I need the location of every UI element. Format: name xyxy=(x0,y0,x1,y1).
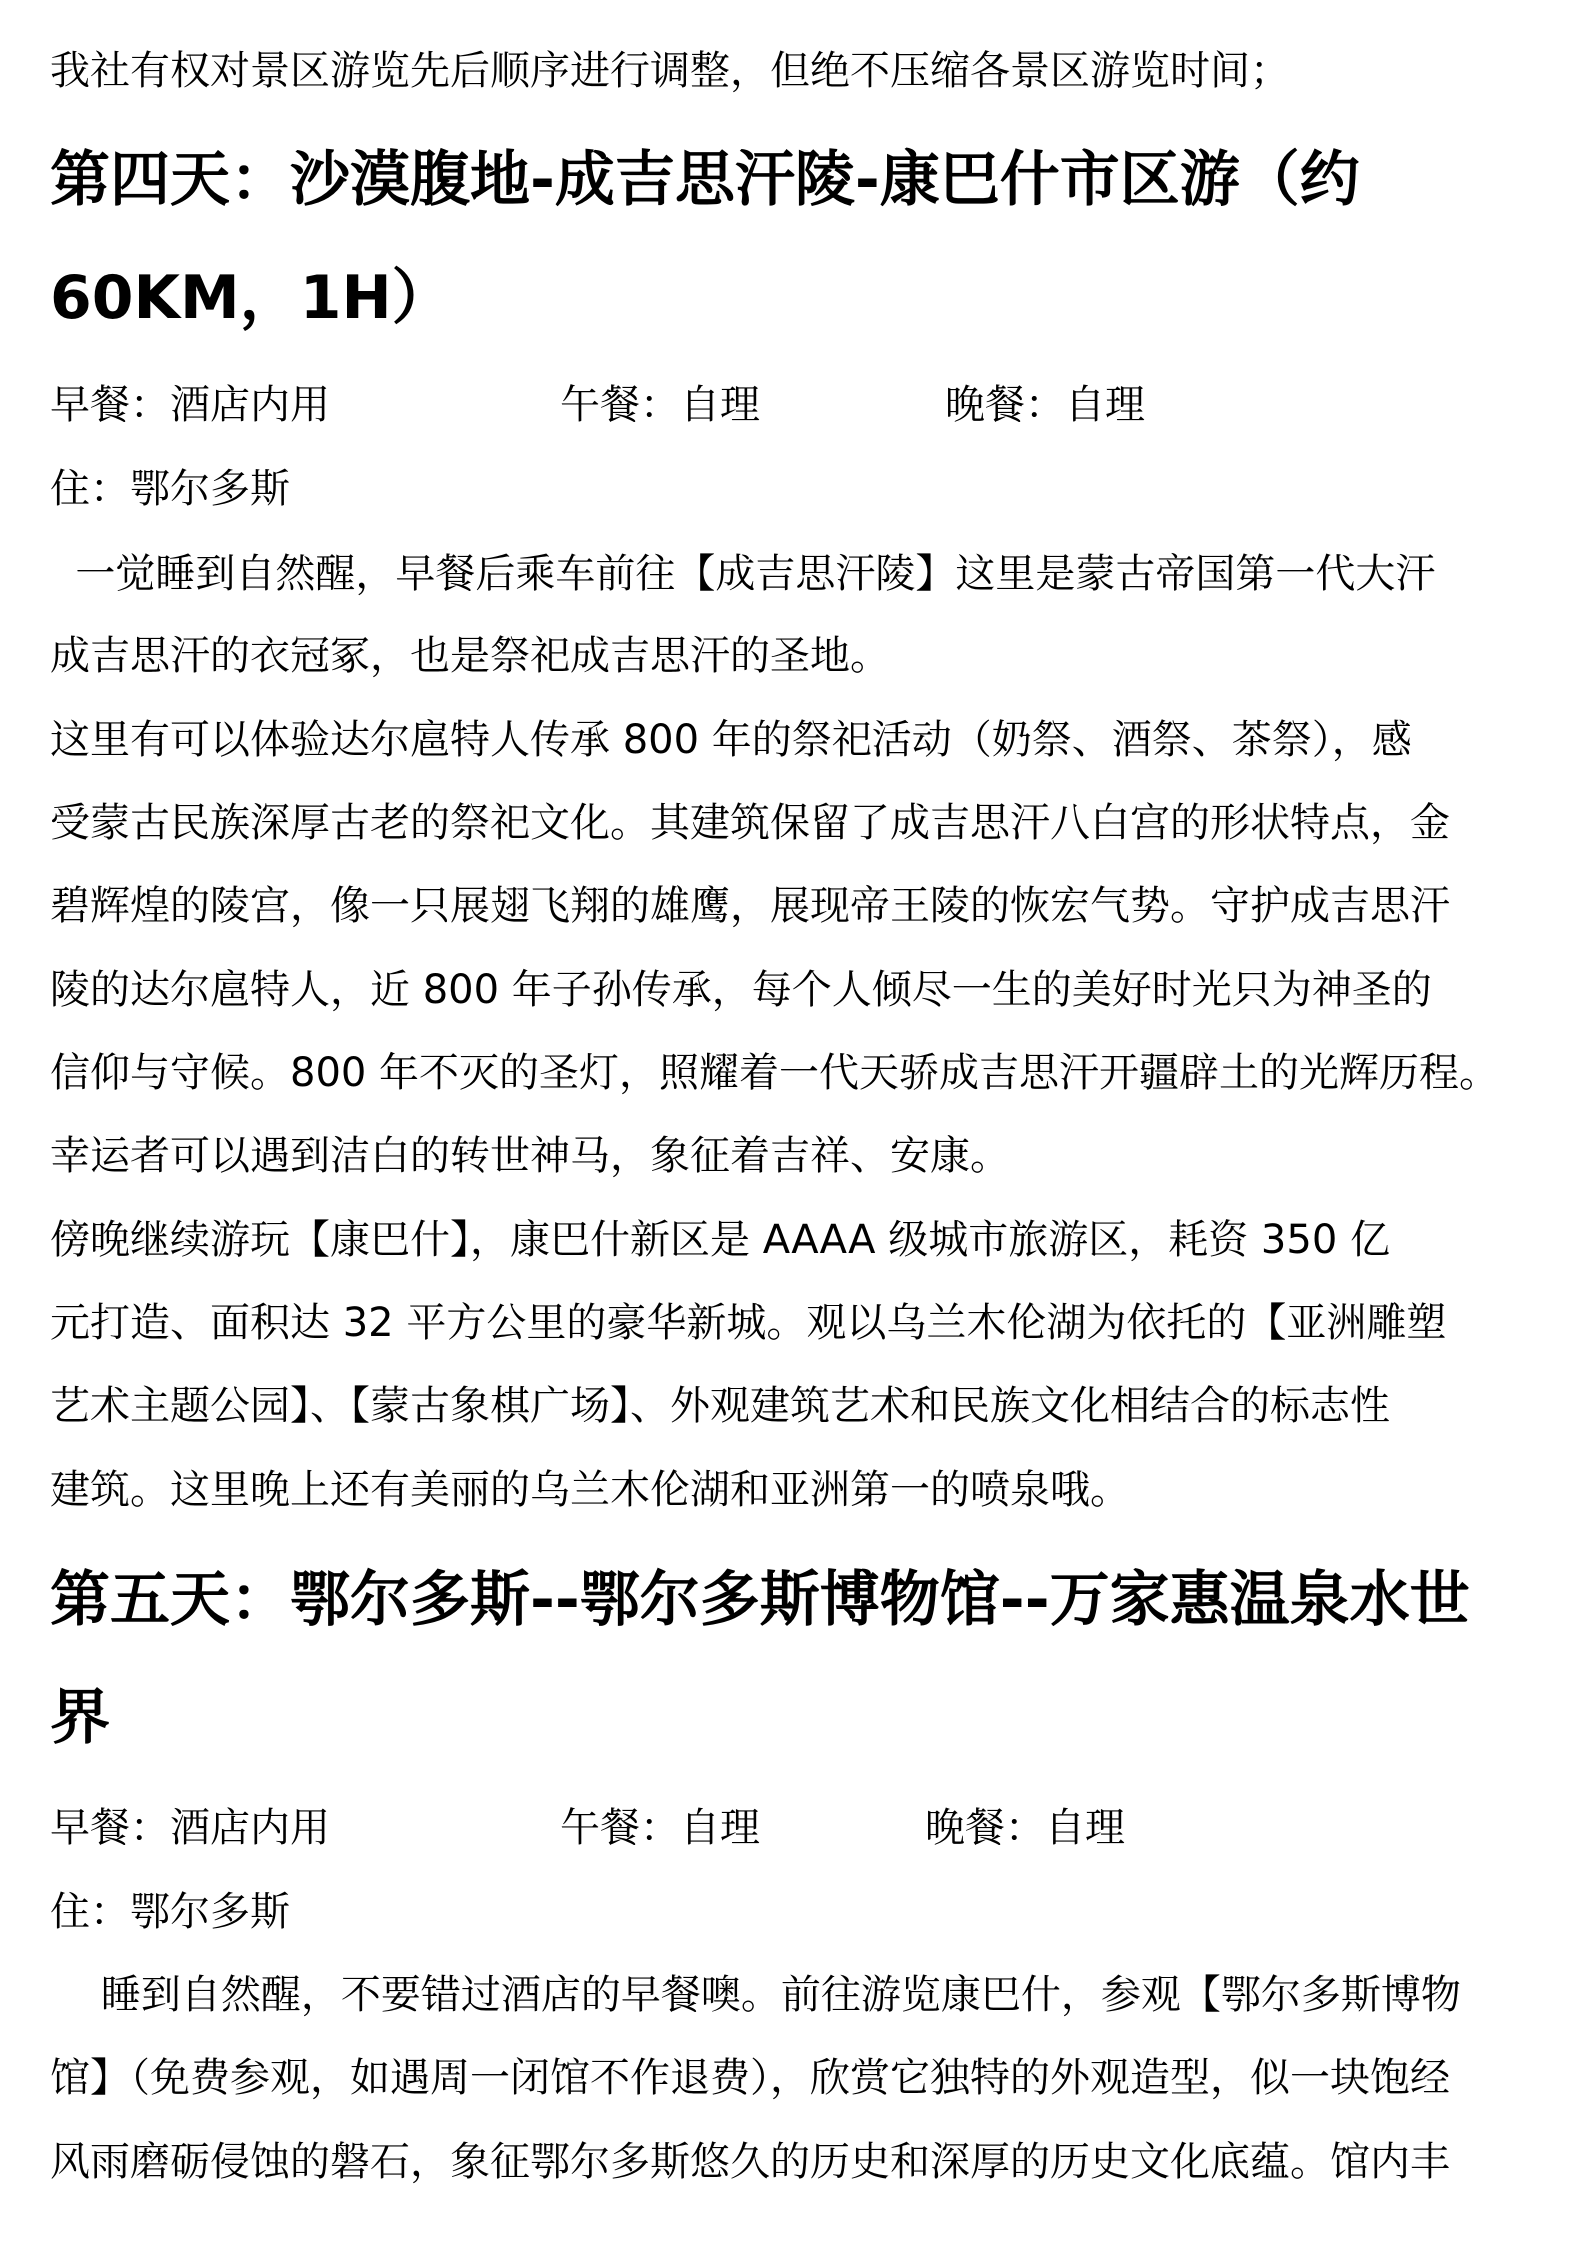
day4-paragraph-line: 碧辉煌的陵宫，像一只展翅飞翔的雄鹰，展现帝王陵的恢宏气势。守护成吉思汗 xyxy=(50,883,1450,929)
day4-paragraph-line: 幸运者可以遇到洁白的转世神马，象征着吉祥、安康。 xyxy=(50,1133,1010,1179)
intro-line: 我社有权对景区游览先后顺序进行调整，但绝不压缩各景区游览时间； xyxy=(50,48,1290,94)
day5-breakfast: 早餐：酒店内用 xyxy=(50,1805,330,1851)
day4-paragraph-line: 建筑。这里晚上还有美丽的乌兰木伦湖和亚洲第一的喷泉哦。 xyxy=(50,1467,1130,1513)
day4-title-line2: 60KM，1H） xyxy=(50,263,452,333)
day4-paragraph-line: 这里有可以体验达尔扈特人传承 800 年的祭祀活动（奶祭、酒祭、茶祭），感 xyxy=(50,717,1412,763)
day5-lunch: 午餐：自理 xyxy=(560,1805,760,1851)
day4-paragraph-line: 傍晚继续游玩【康巴什】，康巴什新区是 AAAA 级城市旅游区，耗资 350 亿 xyxy=(50,1217,1390,1263)
day4-paragraph-line: 信仰与守候。800 年不灭的圣灯，照耀着一代天骄成吉思汗开疆辟土的光辉历程。 xyxy=(50,1050,1500,1096)
day5-stay: 住：鄂尔多斯 xyxy=(50,1889,290,1935)
day4-paragraph-line: 受蒙古民族深厚古老的祭祀文化。其建筑保留了成吉思汗八白宫的形状特点，金 xyxy=(50,800,1450,846)
day5-paragraph-line: 风雨磨砺侵蚀的磐石，象征鄂尔多斯悠久的历史和深厚的历史文化底蕴。馆内丰 xyxy=(50,2139,1450,2185)
day4-paragraph-line: 一觉睡到自然醒，早餐后乘车前往【成吉思汗陵】这里是蒙古帝国第一代大汗 xyxy=(50,551,1436,597)
day4-title-line1: 第四天：沙漠腹地-成吉思汗陵-康巴什市区游（约 xyxy=(50,145,1360,215)
day4-breakfast: 早餐：酒店内用 xyxy=(50,382,330,428)
day4-stay: 住：鄂尔多斯 xyxy=(50,466,290,512)
day5-dinner: 晚餐：自理 xyxy=(925,1805,1125,1851)
day5-title-line1: 第五天：鄂尔多斯--鄂尔多斯博物馆--万家惠温泉水世 xyxy=(50,1565,1470,1635)
day4-paragraph-line: 成吉思汗的衣冠冢，也是祭祀成吉思汗的圣地。 xyxy=(50,633,890,679)
day5-paragraph-line: 馆】（免费参观，如遇周一闭馆不作退费），欣赏它独特的外观造型，似一块饱经 xyxy=(50,2055,1450,2101)
day4-paragraph-line: 元打造、面积达 32 平方公里的豪华新城。观以乌兰木伦湖为依托的【亚洲雕塑 xyxy=(50,1300,1447,1346)
day5-title-line2: 界 xyxy=(50,1683,110,1753)
day4-paragraph-line: 陵的达尔扈特人，近 800 年子孙传承，每个人倾尽一生的美好时光只为神圣的 xyxy=(50,967,1432,1013)
day4-paragraph-line: 艺术主题公园】、【蒙古象棋广场】、外观建筑艺术和民族文化相结合的标志性 xyxy=(50,1383,1390,1429)
day4-dinner: 晚餐：自理 xyxy=(945,382,1145,428)
day4-lunch: 午餐：自理 xyxy=(560,382,760,428)
day5-paragraph-line: 睡到自然醒，不要错过酒店的早餐噢。前往游览康巴什，参观【鄂尔多斯博物 xyxy=(50,1972,1461,2018)
